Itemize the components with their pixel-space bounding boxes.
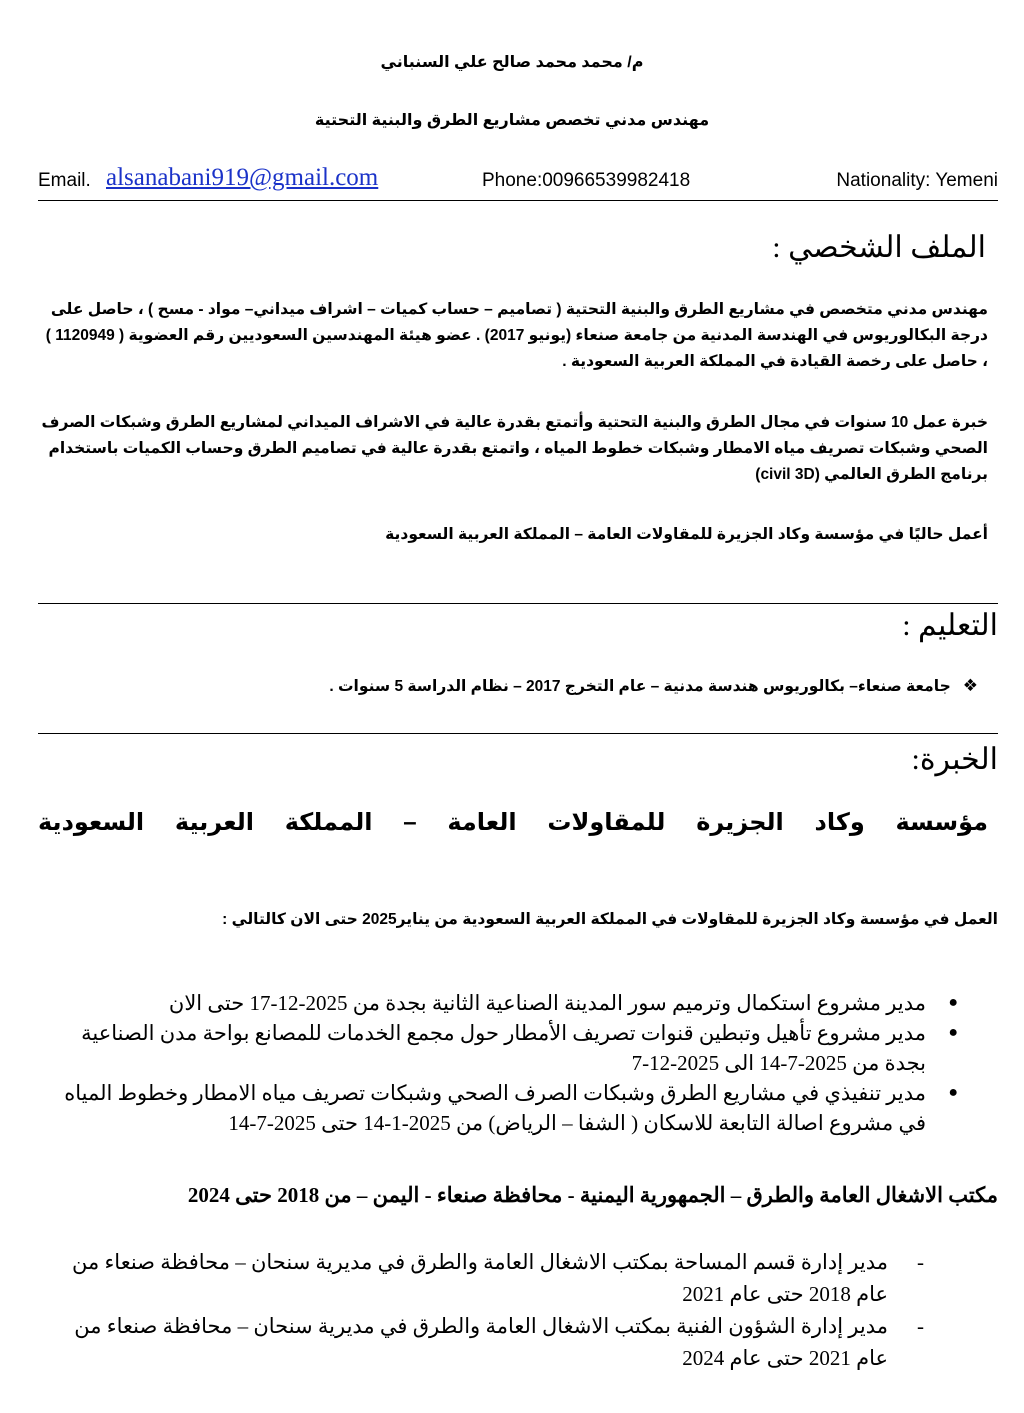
- bullet-icon: ●: [948, 1084, 958, 1101]
- experience-list-1: [38, 988, 986, 1138]
- list-item: [38, 1078, 986, 1138]
- nationality: Nationality: Yemeni: [836, 170, 998, 191]
- diamond-bullet-icon: ❖: [962, 676, 978, 695]
- bullet-icon: ●: [948, 994, 958, 1011]
- email-link[interactable]: alsanabani919@gmail.com: [106, 164, 379, 191]
- applicant-role: مهندس مدني تخصص مشاريع الطرق والبنية التحتية: [314, 112, 710, 129]
- experience-heading: الخبرة:: [911, 743, 998, 776]
- profile-paragraph-3: أعمل حاليًا في مؤسسة وكاد الجزيرة للمقاولات العامة – المملكة العربية السعودية: [385, 526, 988, 543]
- list-item: [38, 1246, 986, 1310]
- list-item-text: مدير إدارة قسم المساحة بمكتب الاشغال العامة والطرق في مديرية سنحان – محافظة صنعاء من عام 2018 حتى عام 2021: [71, 1250, 888, 1306]
- education-divider: [38, 733, 998, 734]
- experience-company-2: مكتب الاشغال العامة والطرق – الجمهورية اليمنية - محافظة صنعاء - اليمن – من 2018 حتى 2024: [187, 1183, 998, 1207]
- header-divider: [38, 200, 998, 201]
- contact-bar: [38, 166, 998, 196]
- list-item-text: مدير تنفيذي في مشاريع الطرق وشبكات الصرف الصحي وشبكات تصريف مياه الامطار وخطوط المياه في مشروع اصالة التابعة للاسكان ( الشفا – الرياض) من 2025-1-14 حتى 2025-7-14: [64, 1081, 926, 1135]
- dash-bullet-icon: -: [917, 1250, 924, 1274]
- bullet-icon: ●: [948, 1024, 958, 1041]
- profile-paragraph-1: مهندس مدني متخصص في مشاريع الطرق والبنية التحتية ( تصاميم – حساب كميات – اشراف ميداني– مواد - مسح ) ، حاصل على درجة البكالوريوس في الهندسة المدنية من جامعة صنعاء (يونيو 2017) . عضو هيئة المهندسين السعوديين رقم العضوية ( 1120949 ) ، حاصل على رخصة القيادة في المملكة العربية السعودية .: [45, 301, 988, 370]
- list-item-text: مدير إدارة الشؤون الفنية بمكتب الاشغال العامة والطرق في مديرية سنحان – محافظة صنعاء من عام 2021 حتى عام 2024: [74, 1314, 888, 1370]
- list-item: [38, 988, 986, 1018]
- experience-list-2: [38, 1246, 986, 1374]
- profile-heading: الملف الشخصي :: [772, 231, 986, 264]
- list-item-text: مدير مشروع استكمال وترميم سور المدينة الصناعية الثانية بجدة من 2025-12-17 حتى الان: [168, 991, 926, 1015]
- profile-paragraph-2: خبرة عمل 10 سنوات في مجال الطرق والبنية التحتية وأتمتع بقدرة عالية في الاشراف الميداني لمشاريع الطرق وشبكات الصرف الصحي وشبكات تصريف مياه الامطار وشبكات خطوط المياه ، واتمتع بقدرة عالية في تصاميم الطرق وحساب الكميات باستخدام برنامج الطرق العالمي (civil 3D): [41, 414, 988, 483]
- education-entry: [329, 676, 978, 696]
- education-entry-text: جامعة صنعاء– بكالوريوس هندسة مدنية – عام التخرج 2017 – نظام الدراسة 5 سنوات .: [329, 678, 951, 695]
- applicant-name: م/ محمد محمد صالح علي السنباني: [380, 54, 644, 71]
- experience-company-1: مؤسسة وكاد الجزيرة للمقاولات العامة – المملكة العربية السعودية: [38, 809, 988, 836]
- education-heading: التعليم :: [902, 609, 998, 642]
- dash-bullet-icon: -: [917, 1314, 924, 1338]
- profile-divider: [38, 603, 998, 604]
- email-label: Email.: [38, 170, 91, 191]
- list-item-text: مدير مشروع تأهيل وتبطين قنوات تصريف الأمطار حول مجمع الخدمات للمصانع بواحة مدن الصناعية بجدة من 2025-7-14 الى 2025-12-7: [81, 1021, 926, 1075]
- list-item: [38, 1018, 986, 1078]
- experience-intro: العمل في مؤسسة وكاد الجزيرة للمقاولات في المملكة العربية السعودية من يناير2025 حتى الان كالتالي :: [222, 911, 998, 928]
- phone-number: Phone:00966539982418: [482, 170, 691, 191]
- list-item: [38, 1310, 986, 1374]
